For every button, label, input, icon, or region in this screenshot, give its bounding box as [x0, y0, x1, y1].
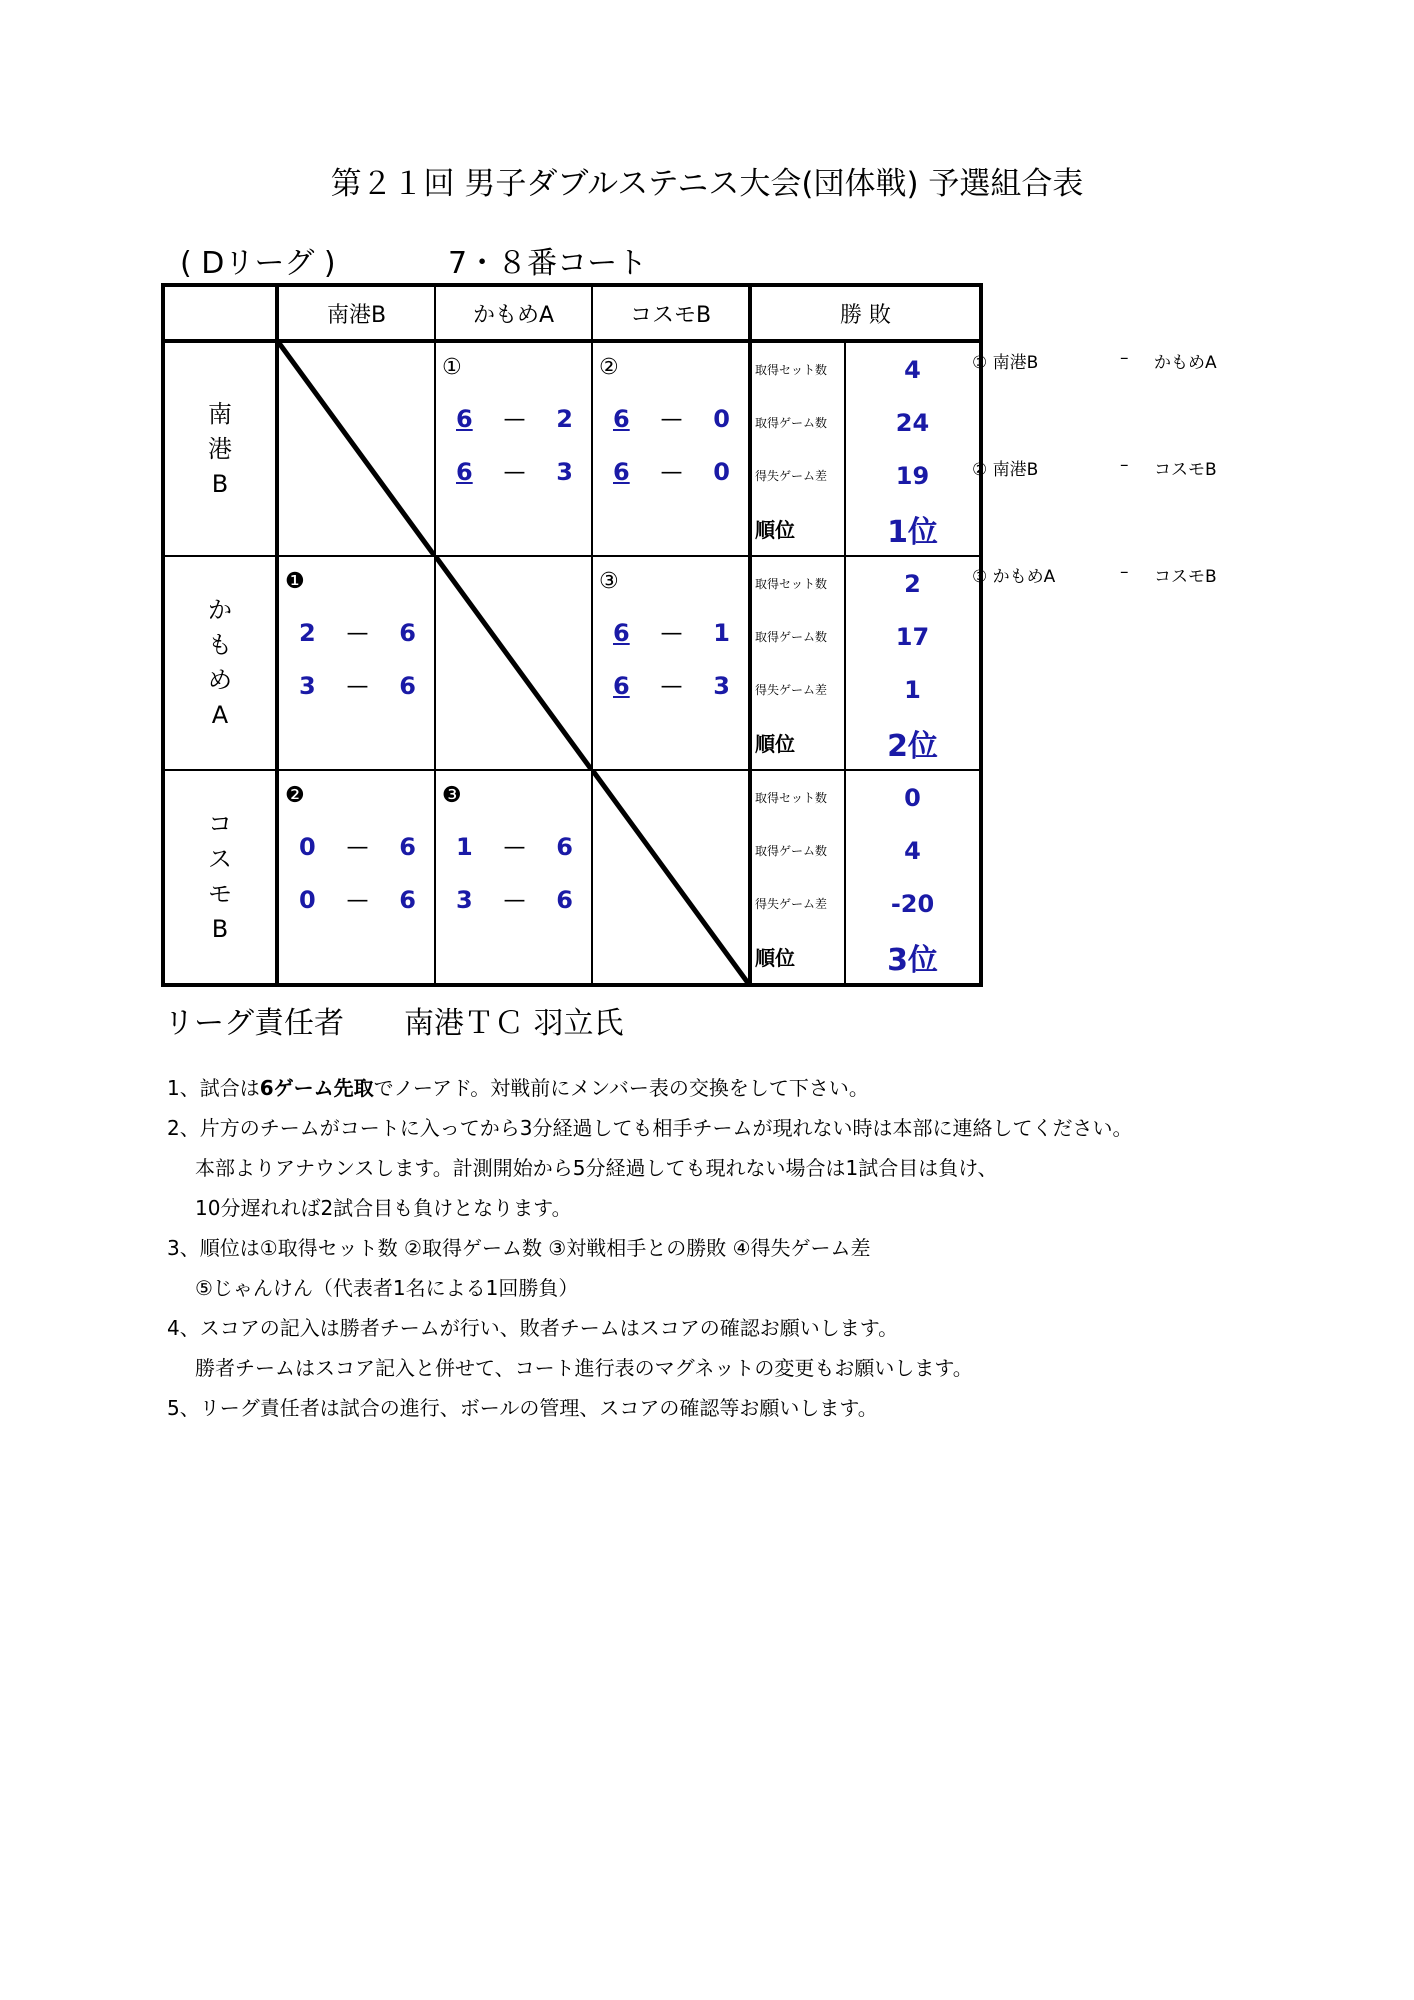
- note-line: 4、スコアの記入は勝者チームが行い、敗者チームはスコアの確認お願いします。: [167, 1316, 899, 1340]
- games-own: 0: [299, 886, 316, 914]
- note-text: でノーアド。対戦前にメンバー表の交換をして下さい。: [373, 1076, 869, 1100]
- team-name-char: も: [208, 631, 232, 659]
- diagonal-line: [436, 557, 591, 769]
- score-dash: —: [660, 459, 683, 485]
- match-sep: –: [1120, 348, 1129, 368]
- header-team2: かもめA: [435, 285, 592, 341]
- page-title: 第２１回 男子ダブルステニス大会(団体戦) 予選組合表: [330, 166, 1084, 202]
- responsible-label: リーグ責任者: [164, 1006, 344, 1041]
- games-own: 6: [613, 458, 630, 486]
- rank-value: 3位: [887, 942, 938, 978]
- set-score: [279, 672, 434, 700]
- match-score-cell: [277, 556, 435, 770]
- score-dash: —: [346, 620, 369, 646]
- score-dash: —: [503, 459, 526, 485]
- diagonal-cell: [592, 770, 750, 985]
- note-text: 1、試合は: [167, 1076, 260, 1100]
- stat-value: -20: [890, 889, 935, 918]
- set-score: [436, 405, 591, 433]
- note-line: 2、片方のチームがコートに入ってから3分経過しても相手チームが現れない時は本部に連絡してください。: [167, 1116, 1133, 1140]
- games-opponent: 6: [556, 833, 573, 861]
- match-score-cell: [435, 770, 592, 985]
- stat-label: 順位: [755, 946, 795, 970]
- games-own: 6: [613, 405, 630, 433]
- match-score-cell: [592, 341, 750, 556]
- match-pair: ③ かもめA: [972, 567, 1056, 587]
- stats-labels: [750, 770, 845, 985]
- row-team-name: [163, 341, 277, 556]
- responsible-value: 南港ＴＣ 羽立氏: [404, 1006, 624, 1041]
- stat-label: 取得ゲーム数: [755, 416, 828, 430]
- team-name-char: A: [211, 701, 229, 729]
- table-row: [163, 770, 981, 985]
- rules-notes: [167, 1068, 1132, 1428]
- games-own: 6: [613, 672, 630, 700]
- set-score: [279, 833, 434, 861]
- team-name-char: B: [211, 915, 229, 943]
- score-dash: —: [660, 620, 683, 646]
- set-score: [593, 405, 748, 433]
- match-opponent: かもめA: [1154, 353, 1217, 373]
- stat-label: 得失ゲーム差: [755, 897, 828, 911]
- team-name-char: コ: [208, 810, 232, 838]
- games-own: 2: [299, 619, 316, 647]
- match-pair: ② 南港B: [972, 460, 1039, 480]
- note-line: 10分遅れれば2試合目も負けとなります。: [195, 1196, 572, 1220]
- note-line: [167, 1068, 1132, 1108]
- set-score: [436, 833, 591, 861]
- match-number: ❸: [442, 783, 462, 808]
- stat-value: 4: [904, 836, 921, 865]
- team-name-char: 南: [208, 399, 232, 428]
- stat-label: 取得セット数: [755, 791, 828, 805]
- stats-labels: [750, 341, 845, 556]
- games-own: 3: [299, 672, 316, 700]
- table-header-row: [163, 285, 981, 341]
- games-own: 1: [456, 833, 473, 861]
- rank-value: 1位: [887, 514, 938, 550]
- match-sep: –: [1120, 455, 1129, 475]
- match-number: ③: [599, 569, 619, 594]
- stat-value: 17: [895, 622, 930, 651]
- note-line: 3、順位は①取得セット数 ②取得ゲーム数 ③対戦相手との勝敗 ④得失ゲーム差: [167, 1236, 871, 1260]
- team-name-char: モ: [208, 880, 232, 908]
- games-opponent: 3: [556, 458, 573, 486]
- score-dash: —: [503, 834, 526, 860]
- match-sep: –: [1120, 562, 1129, 582]
- table-row: [163, 341, 981, 556]
- match-opponent: コスモB: [1154, 460, 1217, 480]
- table-row: [163, 556, 981, 770]
- corner-cell: [163, 285, 277, 341]
- header-team3: コスモB: [592, 285, 750, 341]
- score-dash: —: [660, 673, 683, 699]
- note-line: 本部よりアナウンスします。計測開始から5分経過しても現れない場合は1試合目は負け、: [195, 1156, 998, 1180]
- match-number: ❷: [285, 783, 305, 808]
- match-number: ①: [442, 355, 462, 380]
- games-opponent: 1: [713, 619, 730, 647]
- stats-values: [845, 770, 981, 985]
- games-own: 6: [456, 405, 473, 433]
- stats-labels: [750, 556, 845, 770]
- stat-value: 4: [904, 355, 921, 384]
- games-own: 3: [456, 886, 473, 914]
- score-dash: —: [503, 406, 526, 432]
- games-own: 6: [456, 458, 473, 486]
- score-dash: —: [346, 834, 369, 860]
- stat-label: 取得ゲーム数: [755, 630, 828, 644]
- games-opponent: 3: [713, 672, 730, 700]
- games-opponent: 6: [556, 886, 573, 914]
- games-opponent: 6: [399, 619, 416, 647]
- stat-label: 取得セット数: [755, 363, 828, 377]
- note-line: 勝者チームはスコア記入と併せて、コート進行表のマグネットの変更もお願いします。: [195, 1356, 973, 1380]
- team-name-char: ス: [208, 845, 232, 873]
- set-score: [593, 672, 748, 700]
- stats-values: [845, 556, 981, 770]
- row-team-name: [163, 770, 277, 985]
- stat-value: 24: [895, 408, 930, 437]
- games-opponent: 6: [399, 833, 416, 861]
- set-score: [436, 458, 591, 486]
- stat-value: 19: [895, 461, 930, 490]
- stat-value: 2: [904, 569, 921, 598]
- match-number: ❶: [285, 569, 305, 594]
- set-score: [279, 619, 434, 647]
- row-team-name: [163, 556, 277, 770]
- score-dash: —: [346, 887, 369, 913]
- note-line: ⑤じゃんけん（代表者1名による1回勝負）: [195, 1276, 579, 1300]
- team-name-char: B: [211, 469, 229, 498]
- league-responsible: [164, 998, 624, 1042]
- match-pair: ① 南港B: [972, 353, 1039, 373]
- team-name-char: か: [208, 596, 232, 624]
- note-emphasis: 6ゲーム先取: [259, 1076, 374, 1100]
- stat-label: 得失ゲーム差: [755, 683, 828, 697]
- diagonal-cell: [435, 556, 592, 770]
- header-team1: 南港B: [277, 285, 435, 341]
- set-score: [436, 886, 591, 914]
- set-score: [279, 886, 434, 914]
- games-own: 0: [299, 833, 316, 861]
- diagonal-line: [593, 771, 748, 983]
- diagonal-line: [279, 343, 434, 555]
- match-score-cell: [277, 770, 435, 985]
- team-name-char: 港: [208, 434, 232, 463]
- match-score-cell: [592, 556, 750, 770]
- stat-value: 1: [904, 675, 921, 704]
- match-number: ②: [599, 355, 619, 380]
- rank-value: 2位: [887, 728, 938, 764]
- court-name: 7・８番コート: [448, 246, 648, 281]
- set-score: [593, 458, 748, 486]
- league-table: [161, 283, 983, 987]
- score-dash: —: [660, 406, 683, 432]
- match-opponent: コスモB: [1154, 567, 1217, 587]
- games-opponent: 6: [399, 672, 416, 700]
- stat-label: 順位: [755, 518, 795, 542]
- note-line: 5、リーグ責任者は試合の進行、ボールの管理、スコアの確認等お願いします。: [167, 1396, 878, 1420]
- games-opponent: 6: [399, 886, 416, 914]
- games-opponent: 2: [556, 405, 573, 433]
- games-opponent: 0: [713, 405, 730, 433]
- stat-label: 取得セット数: [755, 577, 828, 591]
- diagonal-cell: [277, 341, 435, 556]
- score-dash: —: [346, 673, 369, 699]
- stat-label: 取得ゲーム数: [755, 844, 828, 858]
- stat-value: 0: [904, 783, 921, 812]
- stats-values: [845, 341, 981, 556]
- team-name-char: め: [208, 666, 232, 694]
- stat-label: 順位: [755, 732, 795, 756]
- games-opponent: 0: [713, 458, 730, 486]
- header-result: 勝 敗: [750, 285, 981, 341]
- set-score: [593, 619, 748, 647]
- league-name: ( Dリーグ ): [180, 246, 336, 281]
- score-dash: —: [503, 887, 526, 913]
- match-score-cell: [435, 341, 592, 556]
- games-own: 6: [613, 619, 630, 647]
- stat-label: 得失ゲーム差: [755, 469, 828, 483]
